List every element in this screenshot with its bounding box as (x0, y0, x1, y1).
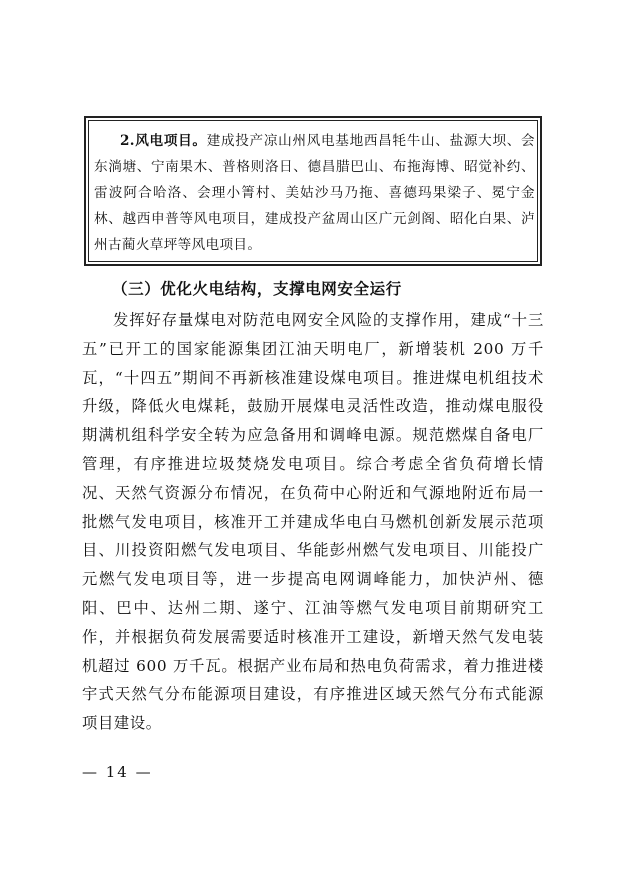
wind-power-project-box (84, 116, 542, 266)
thermal-power-paragraph: 发挥好存量煤电对防范电网安全风险的支撑作用，建成“十三五”已开工的国家能源集团江油天明电厂，新增装机 200 万千瓦，“十四五”期间不再新核准建设煤电项目。推进煤电机组技术升级，降低火电煤耗，鼓励开展煤电灵活性改造，推动煤电服役期满机组科学安全转为应急备用和调峰电源。规范燃煤自备电厂管理，有序推进垃圾焚烧发电项目。综合考虑全省负荷增长情况、天然气资源分布情况，在负荷中心附近和气源地附近布局一批燃气发电项目，核准开工并建成华电白马燃机创新发展示范项目、川投资阳燃气发电项目、华能彭州燃气发电项目、川能投广元燃气发电项目等，进一步提高电网调峰能力，加快泸州、德阳、巴中、达州二期、遂宁、江油等燃气发电项目前期研究工作，并根据负荷发展需要适时核准开工建设，新增天然气发电装机超过 600 万千瓦。根据产业布局和热电负荷需求，着力推进楼宇式天然气分布能源项目建设，有序推进区域天然气分布式能源项目建设。 (82, 311, 544, 733)
section-heading: （三）优化火电结构，支撑电网安全运行 (112, 279, 402, 298)
wind-power-text: 建成投产凉山州风电基地西昌牦牛山、盐源大坝、会东淌塘、宁南果木、普格则洛日、德昌腊巴山、布拖海博、昭觉补约、雷波阿合哈洛、会理小箐村、美姑沙马乃拖、喜德玛果梁子、冕宁金林、越西申普等风电项目，建成投产盆周山区广元剑阁、昭化白果、泸州古蔺火草坪等风电项目。 (94, 133, 535, 253)
wind-power-project-box-inner (88, 120, 538, 262)
page-number: — 14 — (82, 763, 153, 781)
wind-power-heading: 2.风电项目。 (120, 133, 207, 149)
